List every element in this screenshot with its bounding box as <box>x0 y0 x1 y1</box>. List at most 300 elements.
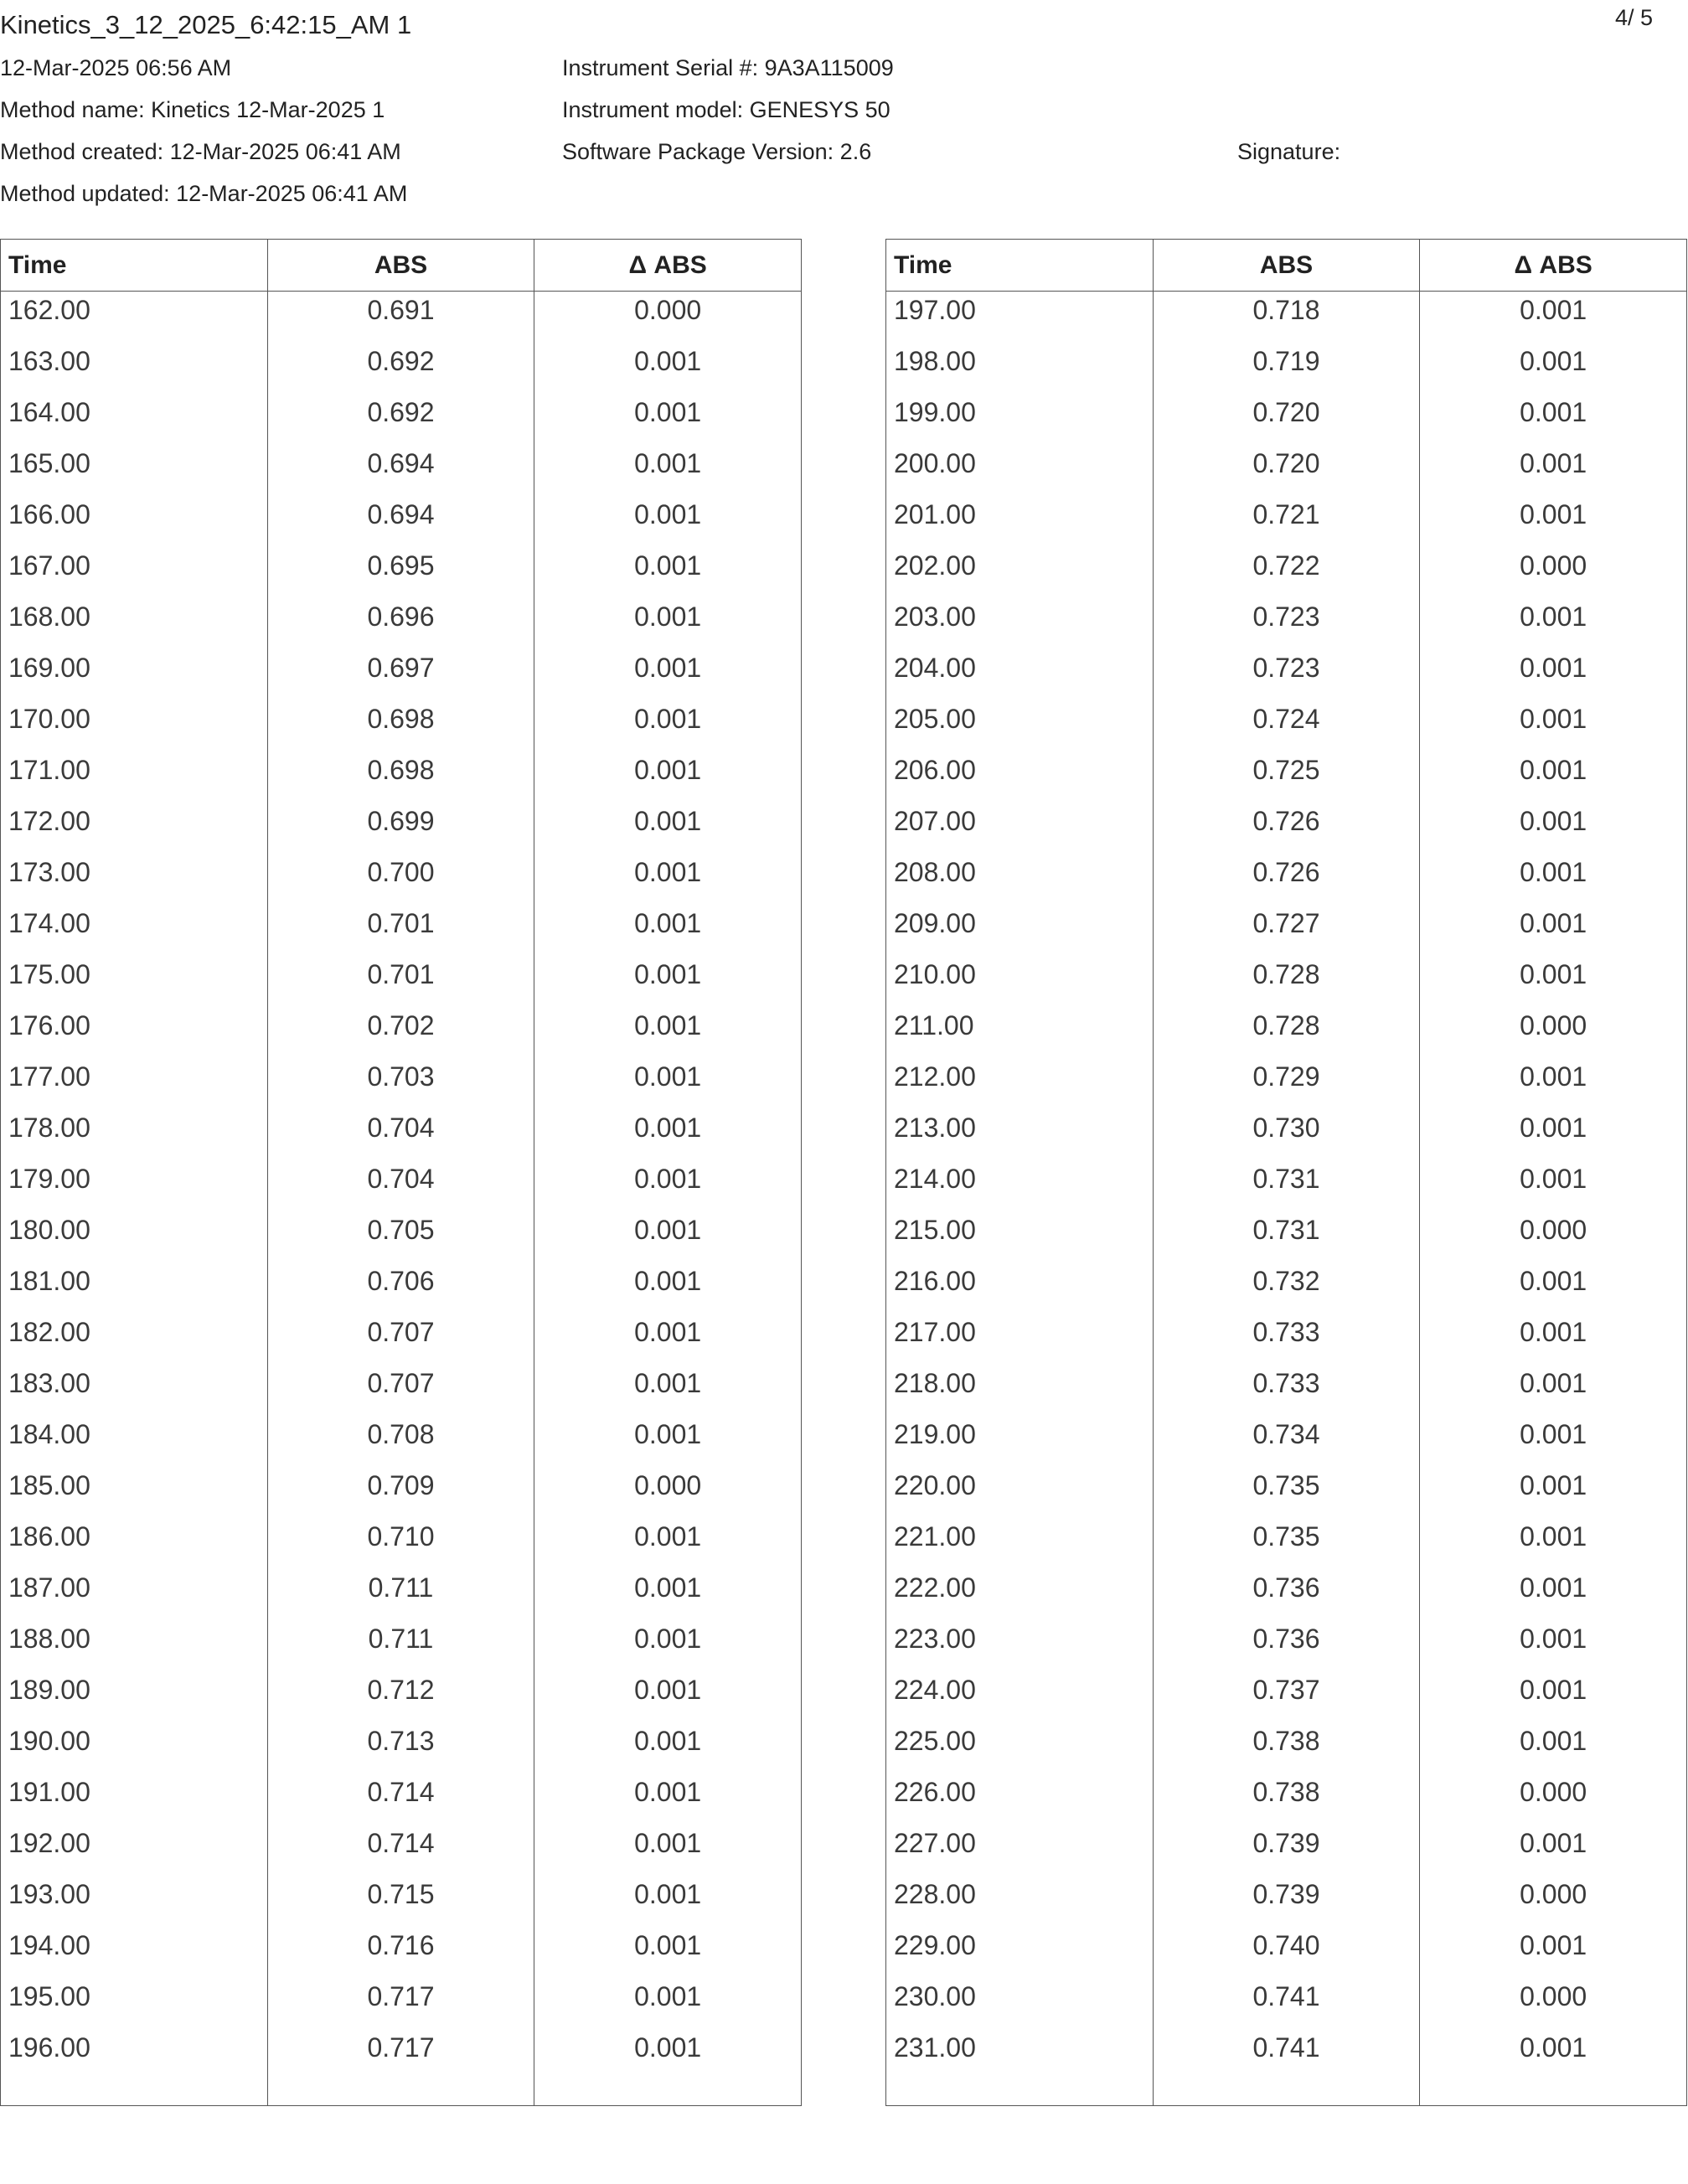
table-header-row <box>1 240 802 292</box>
table-row <box>886 292 1687 343</box>
time-cell: 192.00 <box>1 1825 268 1876</box>
table-row <box>886 1211 1687 1262</box>
delta-abs-cell: 0.000 <box>1420 1211 1687 1262</box>
table-row <box>1 1620 802 1671</box>
delta-abs-cell: 0.001 <box>534 547 802 598</box>
table-row <box>1 1671 802 1722</box>
time-cell: 200.00 <box>886 445 1154 496</box>
time-cell: 186.00 <box>1 1518 268 1569</box>
table-row <box>1 1569 802 1620</box>
table-row <box>1 394 802 445</box>
table-row <box>886 1467 1687 1518</box>
abs-cell: 0.716 <box>267 1927 534 1978</box>
delta-abs-cell: 0.001 <box>1420 1620 1687 1671</box>
delta-abs-cell: 0.001 <box>1420 1314 1687 1365</box>
table-row <box>886 1569 1687 1620</box>
time-cell: 175.00 <box>1 956 268 1007</box>
table-row <box>1 1722 802 1774</box>
abs-cell: 0.704 <box>267 1160 534 1211</box>
abs-cell: 0.703 <box>267 1058 534 1109</box>
delta-abs-cell: 0.001 <box>534 1109 802 1160</box>
table-row <box>886 905 1687 956</box>
delta-abs-cell: 0.001 <box>534 803 802 854</box>
abs-cell: 0.737 <box>1153 1671 1420 1722</box>
abs-cell: 0.698 <box>267 700 534 751</box>
abs-cell: 0.717 <box>267 2029 534 2080</box>
column-header-delta-abs: Δ ABS <box>534 240 802 292</box>
time-cell: 207.00 <box>886 803 1154 854</box>
table-row <box>1 1211 802 1262</box>
table-row <box>886 1262 1687 1314</box>
time-cell: 202.00 <box>886 547 1154 598</box>
abs-cell: 0.728 <box>1153 956 1420 1007</box>
time-cell: 201.00 <box>886 496 1154 547</box>
time-cell: 209.00 <box>886 905 1154 956</box>
table-row <box>886 2029 1687 2080</box>
table-row <box>1 803 802 854</box>
abs-cell: 0.699 <box>267 803 534 854</box>
abs-cell: 0.698 <box>267 751 534 803</box>
abs-cell: 0.733 <box>1153 1314 1420 1365</box>
abs-cell: 0.725 <box>1153 751 1420 803</box>
time-cell: 222.00 <box>886 1569 1154 1620</box>
time-cell: 206.00 <box>886 751 1154 803</box>
abs-cell: 0.728 <box>1153 1007 1420 1058</box>
delta-abs-cell: 0.001 <box>534 1160 802 1211</box>
time-cell: 176.00 <box>1 1007 268 1058</box>
table-row <box>886 1671 1687 1722</box>
table-row <box>1 1058 802 1109</box>
abs-cell: 0.723 <box>1153 598 1420 649</box>
delta-abs-cell: 0.001 <box>1420 292 1687 343</box>
data-table-left <box>0 239 802 2106</box>
abs-cell: 0.730 <box>1153 1109 1420 1160</box>
delta-abs-cell: 0.001 <box>534 2029 802 2080</box>
abs-cell: 0.736 <box>1153 1569 1420 1620</box>
abs-cell: 0.740 <box>1153 1927 1420 1978</box>
time-cell: 184.00 <box>1 1416 268 1467</box>
delta-abs-cell: 0.001 <box>1420 496 1687 547</box>
time-cell: 168.00 <box>1 598 268 649</box>
abs-cell: 0.706 <box>267 1262 534 1314</box>
table-row <box>1 1109 802 1160</box>
padding-cell <box>1420 2080 1687 2106</box>
table-row <box>886 1416 1687 1467</box>
method-name: Method name: Kinetics 12-Mar-2025 1 <box>0 97 385 122</box>
software-version: Software Package Version: 2.6 <box>562 139 872 164</box>
delta-abs-cell: 0.001 <box>534 343 802 394</box>
time-cell: 212.00 <box>886 1058 1154 1109</box>
abs-cell: 0.692 <box>267 343 534 394</box>
table-row <box>886 1620 1687 1671</box>
delta-abs-cell: 0.001 <box>534 700 802 751</box>
time-cell: 167.00 <box>1 547 268 598</box>
abs-cell: 0.714 <box>267 1774 534 1825</box>
table-row <box>1 1416 802 1467</box>
table-row <box>1 1876 802 1927</box>
time-cell: 174.00 <box>1 905 268 956</box>
abs-cell: 0.723 <box>1153 649 1420 700</box>
column-header-time: Time <box>1 240 268 292</box>
table-row <box>1 905 802 956</box>
table-row <box>886 1058 1687 1109</box>
table-row <box>1 1467 802 1518</box>
delta-abs-cell: 0.001 <box>1420 1058 1687 1109</box>
abs-cell: 0.733 <box>1153 1365 1420 1416</box>
delta-abs-cell: 0.001 <box>1420 700 1687 751</box>
table-row <box>1 1160 802 1211</box>
table-row <box>1 854 802 905</box>
time-cell: 214.00 <box>886 1160 1154 1211</box>
table-row <box>1 1365 802 1416</box>
time-cell: 220.00 <box>886 1467 1154 1518</box>
delta-abs-cell: 0.001 <box>534 956 802 1007</box>
table-row <box>1 2029 802 2080</box>
delta-abs-cell: 0.000 <box>1420 1876 1687 1927</box>
time-cell: 185.00 <box>1 1467 268 1518</box>
delta-abs-cell: 0.001 <box>1420 1722 1687 1774</box>
delta-abs-cell: 0.001 <box>1420 956 1687 1007</box>
delta-abs-cell: 0.001 <box>1420 1671 1687 1722</box>
table-row <box>1 547 802 598</box>
time-cell: 188.00 <box>1 1620 268 1671</box>
data-table-right <box>885 239 1687 2106</box>
delta-abs-cell: 0.001 <box>534 445 802 496</box>
table-row <box>1 292 802 343</box>
table-row <box>886 547 1687 598</box>
time-cell: 216.00 <box>886 1262 1154 1314</box>
time-cell: 223.00 <box>886 1620 1154 1671</box>
delta-abs-cell: 0.001 <box>534 1058 802 1109</box>
table-row <box>886 394 1687 445</box>
report-title: Kinetics_3_12_2025_6:42:15_AM 1 <box>0 10 412 39</box>
time-cell: 228.00 <box>886 1876 1154 1927</box>
abs-cell: 0.720 <box>1153 445 1420 496</box>
instrument-serial: Instrument Serial #: 9A3A115009 <box>562 55 894 80</box>
time-cell: 218.00 <box>886 1365 1154 1416</box>
table-row <box>1 1825 802 1876</box>
time-cell: 196.00 <box>1 2029 268 2080</box>
abs-cell: 0.731 <box>1153 1211 1420 1262</box>
table-bottom-padding <box>886 2080 1687 2106</box>
time-cell: 226.00 <box>886 1774 1154 1825</box>
table-row <box>886 751 1687 803</box>
abs-cell: 0.705 <box>267 1211 534 1262</box>
abs-cell: 0.701 <box>267 956 534 1007</box>
time-cell: 164.00 <box>1 394 268 445</box>
time-cell: 199.00 <box>886 394 1154 445</box>
time-cell: 172.00 <box>1 803 268 854</box>
delta-abs-cell: 0.000 <box>1420 1978 1687 2029</box>
delta-abs-cell: 0.001 <box>534 905 802 956</box>
time-cell: 231.00 <box>886 2029 1154 2080</box>
abs-cell: 0.718 <box>1153 292 1420 343</box>
delta-abs-cell: 0.001 <box>1420 1825 1687 1876</box>
delta-abs-cell: 0.001 <box>1420 751 1687 803</box>
delta-abs-cell: 0.001 <box>534 1569 802 1620</box>
table-row <box>1 1927 802 1978</box>
time-cell: 173.00 <box>1 854 268 905</box>
abs-cell: 0.719 <box>1153 343 1420 394</box>
time-cell: 225.00 <box>886 1722 1154 1774</box>
time-cell: 203.00 <box>886 598 1154 649</box>
table-row <box>886 1876 1687 1927</box>
padding-cell <box>267 2080 534 2106</box>
table-row <box>886 854 1687 905</box>
table-row <box>886 1365 1687 1416</box>
time-cell: 177.00 <box>1 1058 268 1109</box>
abs-cell: 0.738 <box>1153 1722 1420 1774</box>
delta-abs-cell: 0.001 <box>534 1365 802 1416</box>
table-row <box>886 1518 1687 1569</box>
time-cell: 197.00 <box>886 292 1154 343</box>
table-row <box>1 445 802 496</box>
table-row <box>886 598 1687 649</box>
time-cell: 170.00 <box>1 700 268 751</box>
abs-cell: 0.711 <box>267 1620 534 1671</box>
table-row <box>1 751 802 803</box>
abs-cell: 0.712 <box>267 1671 534 1722</box>
page-number: 4/ 5 <box>1615 5 1654 30</box>
delta-abs-cell: 0.001 <box>1420 1160 1687 1211</box>
delta-abs-cell: 0.000 <box>1420 547 1687 598</box>
delta-abs-cell: 0.001 <box>1420 1518 1687 1569</box>
delta-abs-cell: 0.001 <box>1420 394 1687 445</box>
delta-abs-cell: 0.001 <box>534 1722 802 1774</box>
abs-cell: 0.707 <box>267 1314 534 1365</box>
time-cell: 182.00 <box>1 1314 268 1365</box>
table-row <box>1 1314 802 1365</box>
delta-abs-cell: 0.001 <box>534 1927 802 1978</box>
table-row <box>886 803 1687 854</box>
delta-abs-cell: 0.001 <box>1420 803 1687 854</box>
time-cell: 230.00 <box>886 1978 1154 2029</box>
abs-cell: 0.694 <box>267 445 534 496</box>
abs-cell: 0.720 <box>1153 394 1420 445</box>
column-header-abs: ABS <box>1153 240 1420 292</box>
delta-abs-cell: 0.000 <box>1420 1774 1687 1825</box>
table-row <box>886 956 1687 1007</box>
abs-cell: 0.726 <box>1153 803 1420 854</box>
signature-label: Signature: <box>1237 139 1341 164</box>
delta-abs-cell: 0.001 <box>534 649 802 700</box>
delta-abs-cell: 0.000 <box>534 292 802 343</box>
table-bottom-padding <box>1 2080 802 2106</box>
time-cell: 187.00 <box>1 1569 268 1620</box>
time-cell: 189.00 <box>1 1671 268 1722</box>
abs-cell: 0.721 <box>1153 496 1420 547</box>
abs-cell: 0.722 <box>1153 547 1420 598</box>
time-cell: 162.00 <box>1 292 268 343</box>
delta-abs-cell: 0.001 <box>534 751 802 803</box>
table-header-row <box>886 240 1687 292</box>
time-cell: 181.00 <box>1 1262 268 1314</box>
time-cell: 178.00 <box>1 1109 268 1160</box>
time-cell: 224.00 <box>886 1671 1154 1722</box>
time-cell: 204.00 <box>886 649 1154 700</box>
delta-abs-cell: 0.001 <box>534 1314 802 1365</box>
time-cell: 194.00 <box>1 1927 268 1978</box>
table-row <box>1 1262 802 1314</box>
delta-abs-cell: 0.001 <box>1420 343 1687 394</box>
table-row <box>1 343 802 394</box>
time-cell: 179.00 <box>1 1160 268 1211</box>
abs-cell: 0.691 <box>267 292 534 343</box>
delta-abs-cell: 0.001 <box>1420 1569 1687 1620</box>
time-cell: 165.00 <box>1 445 268 496</box>
table-row <box>1 700 802 751</box>
time-cell: 169.00 <box>1 649 268 700</box>
table-row <box>886 700 1687 751</box>
time-cell: 163.00 <box>1 343 268 394</box>
delta-abs-cell: 0.001 <box>534 1671 802 1722</box>
time-cell: 195.00 <box>1 1978 268 2029</box>
abs-cell: 0.715 <box>267 1876 534 1927</box>
table-row <box>886 1774 1687 1825</box>
abs-cell: 0.692 <box>267 394 534 445</box>
table-row <box>886 1722 1687 1774</box>
abs-cell: 0.717 <box>267 1978 534 2029</box>
time-cell: 166.00 <box>1 496 268 547</box>
table-row <box>886 445 1687 496</box>
table-row <box>1 1978 802 2029</box>
abs-cell: 0.696 <box>267 598 534 649</box>
time-cell: 180.00 <box>1 1211 268 1262</box>
abs-cell: 0.707 <box>267 1365 534 1416</box>
delta-abs-cell: 0.001 <box>1420 905 1687 956</box>
table-row <box>886 343 1687 394</box>
table-row <box>886 1007 1687 1058</box>
time-cell: 211.00 <box>886 1007 1154 1058</box>
delta-abs-cell: 0.001 <box>534 598 802 649</box>
delta-abs-cell: 0.001 <box>534 854 802 905</box>
method-updated: Method updated: 12-Mar-2025 06:41 AM <box>0 181 408 206</box>
column-header-delta-abs: Δ ABS <box>1420 240 1687 292</box>
delta-abs-cell: 0.001 <box>1420 854 1687 905</box>
abs-cell: 0.734 <box>1153 1416 1420 1467</box>
abs-cell: 0.713 <box>267 1722 534 1774</box>
abs-cell: 0.702 <box>267 1007 534 1058</box>
time-cell: 171.00 <box>1 751 268 803</box>
time-cell: 227.00 <box>886 1825 1154 1876</box>
table-row <box>1 956 802 1007</box>
table-row <box>886 649 1687 700</box>
padding-cell <box>534 2080 802 2106</box>
abs-cell: 0.708 <box>267 1416 534 1467</box>
table-row <box>886 1927 1687 1978</box>
table-row <box>886 1314 1687 1365</box>
delta-abs-cell: 0.000 <box>1420 1007 1687 1058</box>
abs-cell: 0.735 <box>1153 1467 1420 1518</box>
time-cell: 190.00 <box>1 1722 268 1774</box>
table-row <box>886 1978 1687 2029</box>
table-row <box>1 598 802 649</box>
time-cell: 217.00 <box>886 1314 1154 1365</box>
abs-cell: 0.700 <box>267 854 534 905</box>
table-row <box>1 649 802 700</box>
delta-abs-cell: 0.001 <box>534 394 802 445</box>
delta-abs-cell: 0.001 <box>534 1518 802 1569</box>
time-cell: 221.00 <box>886 1518 1154 1569</box>
abs-cell: 0.735 <box>1153 1518 1420 1569</box>
padding-cell <box>886 2080 1154 2106</box>
abs-cell: 0.711 <box>267 1569 534 1620</box>
delta-abs-cell: 0.001 <box>1420 2029 1687 2080</box>
time-cell: 208.00 <box>886 854 1154 905</box>
abs-cell: 0.731 <box>1153 1160 1420 1211</box>
delta-abs-cell: 0.001 <box>1420 1262 1687 1314</box>
delta-abs-cell: 0.001 <box>534 1978 802 2029</box>
instrument-model: Instrument model: GENESYS 50 <box>562 97 890 122</box>
abs-cell: 0.704 <box>267 1109 534 1160</box>
delta-abs-cell: 0.001 <box>1420 598 1687 649</box>
report-date: 12-Mar-2025 06:56 AM <box>0 55 232 80</box>
abs-cell: 0.741 <box>1153 2029 1420 2080</box>
padding-cell <box>1153 2080 1420 2106</box>
abs-cell: 0.695 <box>267 547 534 598</box>
table-row <box>886 1109 1687 1160</box>
time-cell: 198.00 <box>886 343 1154 394</box>
abs-cell: 0.709 <box>267 1467 534 1518</box>
delta-abs-cell: 0.001 <box>534 1211 802 1262</box>
time-cell: 183.00 <box>1 1365 268 1416</box>
delta-abs-cell: 0.001 <box>1420 1467 1687 1518</box>
abs-cell: 0.739 <box>1153 1876 1420 1927</box>
abs-cell: 0.741 <box>1153 1978 1420 2029</box>
delta-abs-cell: 0.001 <box>534 1007 802 1058</box>
delta-abs-cell: 0.001 <box>1420 1109 1687 1160</box>
time-cell: 215.00 <box>886 1211 1154 1262</box>
abs-cell: 0.732 <box>1153 1262 1420 1314</box>
delta-abs-cell: 0.001 <box>534 1774 802 1825</box>
padding-cell <box>1 2080 268 2106</box>
delta-abs-cell: 0.001 <box>1420 1927 1687 1978</box>
abs-cell: 0.724 <box>1153 700 1420 751</box>
column-header-time: Time <box>886 240 1154 292</box>
time-cell: 213.00 <box>886 1109 1154 1160</box>
table-row <box>1 1518 802 1569</box>
time-cell: 205.00 <box>886 700 1154 751</box>
time-cell: 210.00 <box>886 956 1154 1007</box>
time-cell: 191.00 <box>1 1774 268 1825</box>
abs-cell: 0.701 <box>267 905 534 956</box>
abs-cell: 0.710 <box>267 1518 534 1569</box>
abs-cell: 0.714 <box>267 1825 534 1876</box>
table-row <box>886 496 1687 547</box>
delta-abs-cell: 0.001 <box>534 1416 802 1467</box>
table-row <box>886 1825 1687 1876</box>
abs-cell: 0.738 <box>1153 1774 1420 1825</box>
abs-cell: 0.739 <box>1153 1825 1420 1876</box>
delta-abs-cell: 0.001 <box>1420 649 1687 700</box>
delta-abs-cell: 0.001 <box>534 1825 802 1876</box>
delta-abs-cell: 0.001 <box>1420 1416 1687 1467</box>
method-created: Method created: 12-Mar-2025 06:41 AM <box>0 139 401 164</box>
delta-abs-cell: 0.001 <box>534 1262 802 1314</box>
delta-abs-cell: 0.001 <box>534 1620 802 1671</box>
column-header-abs: ABS <box>267 240 534 292</box>
abs-cell: 0.736 <box>1153 1620 1420 1671</box>
time-cell: 229.00 <box>886 1927 1154 1978</box>
delta-abs-cell: 0.001 <box>1420 1365 1687 1416</box>
table-row <box>1 1007 802 1058</box>
abs-cell: 0.694 <box>267 496 534 547</box>
table-row <box>886 1160 1687 1211</box>
table-row <box>1 1774 802 1825</box>
table-row <box>1 496 802 547</box>
abs-cell: 0.727 <box>1153 905 1420 956</box>
abs-cell: 0.729 <box>1153 1058 1420 1109</box>
